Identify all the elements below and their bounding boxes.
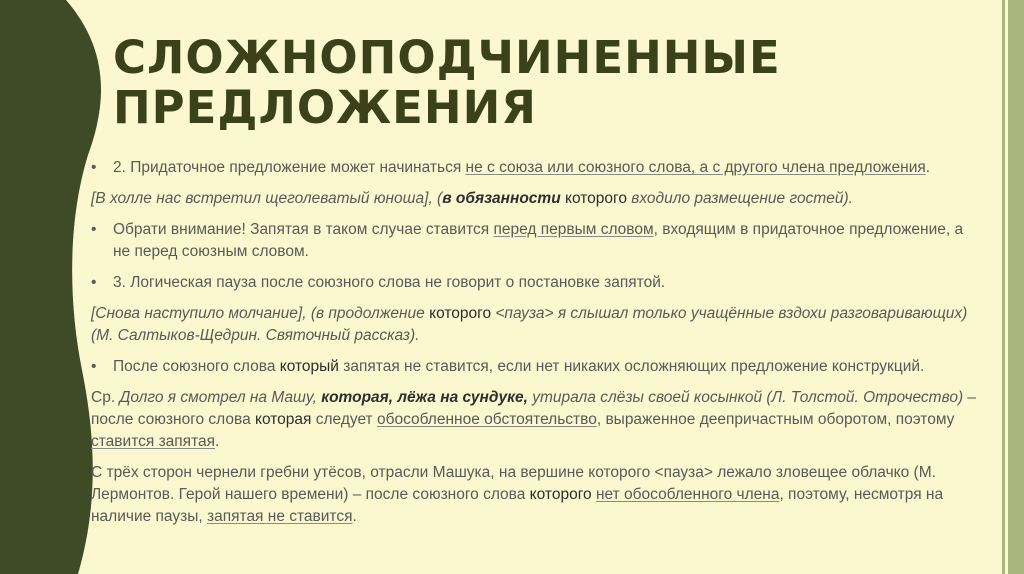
bullet-item-2: • Обрати внимание! Запятая в таком случае ставится перед первым словом, входящим в придаточное предложение, а не перед союзным словом. (91, 221, 964, 260)
bullet-marker: • (91, 358, 97, 375)
bullet-item-4: • После союзного слова который запятая не ставится, если нет никаких осложняющих предложение конструкций. (91, 356, 981, 378)
slide-content (91, 157, 981, 537)
slide-title-line-2: ПРЕДЛОЖЕНИЯ (113, 81, 537, 134)
bullet-marker: • (91, 159, 97, 176)
bullet-marker: • (91, 274, 97, 291)
example-sentence-1: [В холле нас встретил щеголеватый юноша], (в обязанности которого входило размещение гостей). (91, 190, 853, 207)
example-sentence-2: [Снова наступило молчание], (в продолжение которого <пауза> я слышал только учащённые вздохи разговаривающих) (М. Салтыков-Щедрин. Святочный рассказ). (91, 305, 968, 344)
bullet-item-3: • 3. Логическая пауза после союзного слова не говорит о постановке запятой. (91, 272, 981, 294)
slide-title-line-1: СЛОЖНОПОДЧИНЕННЫЕ (113, 31, 781, 84)
bullet-marker: • (91, 221, 97, 238)
right-decorative-band (1002, 0, 1024, 574)
bullet-item-1: • 2. Придаточное предложение может начинаться не с союза или союзного слова, а с другого члена предложения. (91, 157, 981, 179)
lermontov-paragraph: С трёх сторон чернели гребни утёсов, отрасли Машука, на вершине которого <пауза> лежало зловещее облачко (М. Лермонтов. Герой нашего времени) – после союзного слова которого нет обособленного члена, поэтому, несмотря на наличие паузы, запятая не ставится. (91, 464, 944, 525)
comparison-paragraph: Ср. Долго я смотрел на Машу, которая, лёжа на сундуке, утирала слёзы своей косынкой (Л. Толстой. Отрочество) – после союзного слова которая следует обособленное обстоятельство, выраженное деепричастным оборотом, поэтому ставится запятая. (91, 389, 977, 450)
slide-title (113, 33, 973, 133)
